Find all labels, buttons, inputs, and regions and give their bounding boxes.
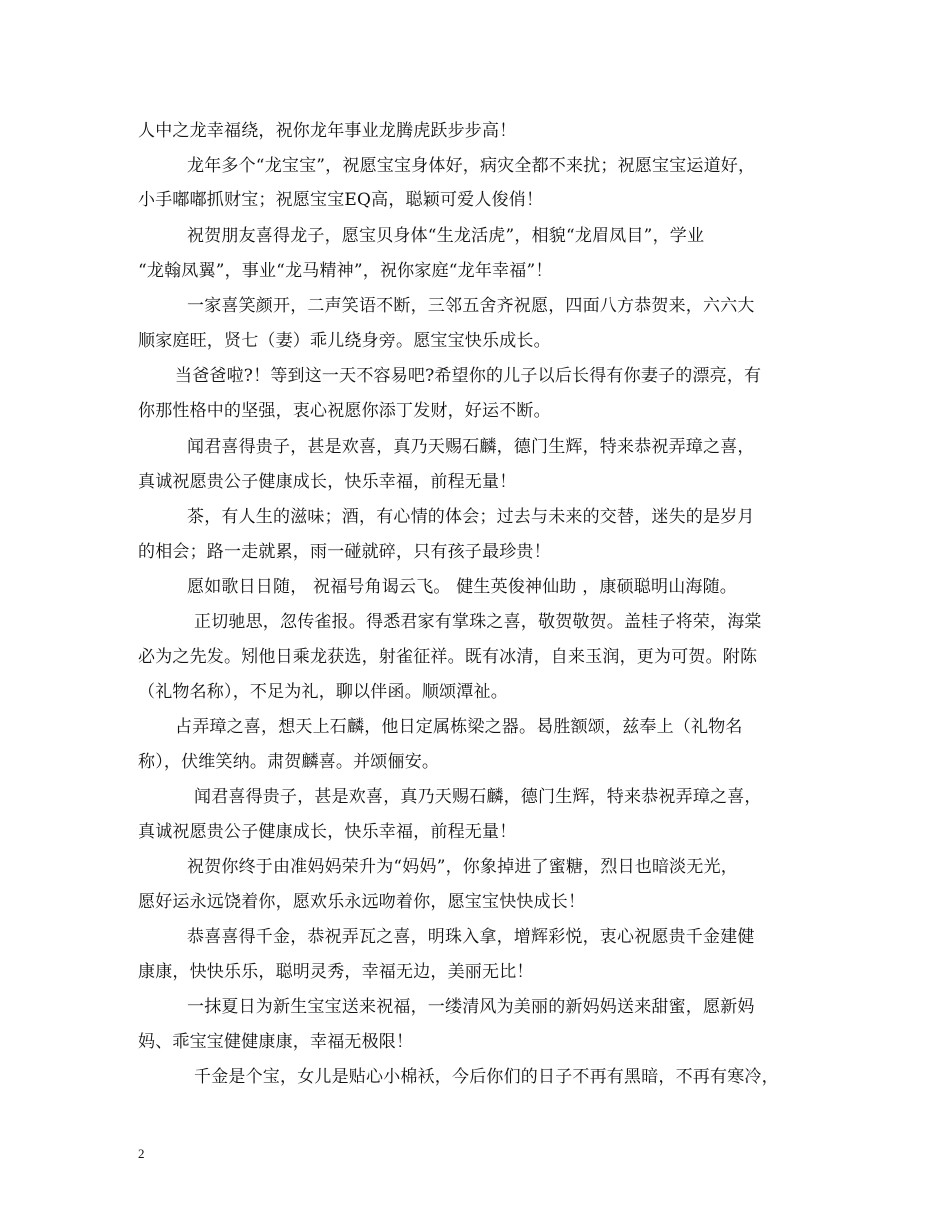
text-line: 龙年多个“龙宝宝”，祝愿宝宝身体好，病灾全都不来扰；祝愿宝宝运道好， xyxy=(187,156,756,176)
text-line: 恭喜喜得千金，恭祝弄瓦之喜，明珠入拿，增辉彩悦，衷心祝愿贵千金建健 xyxy=(187,927,755,947)
text-line: 真诚祝愿贵公子健康成长，快乐幸福，前程无量！ xyxy=(138,822,517,842)
text-line: 一家喜笑颜开，二声笑语不断，三邻五舍齐祝愿，四面八方恭贺来，六六大 xyxy=(187,296,755,316)
text-line: 你那性格中的坚强，衷心祝愿你添丁发财，好运不断。 xyxy=(138,401,551,421)
text-line: 妈、乖宝宝健健康康，幸福无极限！ xyxy=(138,1032,414,1052)
text-line: 闻君喜得贵子，甚是欢喜，真乃天赐石麟，德门生辉，特来恭祝弄璋之喜， xyxy=(187,437,755,457)
text-line: （礼物名称），不足为礼，聊以伴函。顺颂潭祉。 xyxy=(138,682,508,702)
text-line: 茶，有人生的滋味；酒，有心情的体会；过去与未来的交替，迷失的是岁月 xyxy=(187,507,755,527)
text-line: 祝贺你终于由准妈妈荣升为“妈妈”，你象掉进了蜜糖，烈日也暗淡无光， xyxy=(187,857,738,877)
text-line: 千金是个宝，女儿是贴心小棉袄，今后你们的日子不再有黑暗，不再有寒冷， xyxy=(194,1067,779,1087)
text-line: 正切驰思，忽传雀报。得悉君家有掌珠之喜，敬贺敬贺。盖桂子将荣，海棠 xyxy=(194,612,762,632)
text-line: 小手嘟嘟抓财宝；祝愿宝宝EQ高，聪颖可爱人俊俏！ xyxy=(138,190,544,210)
text-line: 顺家庭旺，贤七（妻）乖儿绕身旁。愿宝宝快乐成长。 xyxy=(138,331,551,351)
text-line: 必为之先发。矧他日乘龙获选，射雀征祥。既有冰清，自来玉润，更为可贺。附陈 xyxy=(138,647,758,667)
text-line: 称），伏维笑纳。肃贺麟喜。并颂俪安。 xyxy=(138,752,440,772)
text-line: 康康，快快乐乐，聪明灵秀，幸福无边，美丽无比！ xyxy=(138,962,534,982)
text-line: 当爸爸啦?！等到这一天不容易吧?希望你的儿子以后长得有你妻子的漂亮，有 xyxy=(175,366,762,386)
text-line: “龙翰凤翼”，事业“龙马精神”，祝你家庭“龙年幸福”！ xyxy=(138,261,553,281)
text-line: 闻君喜得贵子，甚是欢喜，真乃天赐石麟，德门生辉，特来恭祝弄璋之喜， xyxy=(194,787,762,807)
text-line: 愿好运永远饶着你，愿欢乐永远吻着你，愿宝宝快快成长！ xyxy=(138,892,586,912)
text-line: 一抹夏日为新生宝宝送来祝福，一缕清风为美丽的新妈妈送来甜蜜，愿新妈 xyxy=(187,997,755,1017)
text-line: 祝贺朋友喜得龙子，愿宝贝身体“生龙活虎”，相貌“龙眉凤目”，学业 xyxy=(187,226,705,246)
text-line: 占弄璋之喜，想天上石麟，他日定属栋梁之器。曷胜额颂，兹奉上（礼物名 xyxy=(175,717,743,737)
page-number: 2 xyxy=(138,1146,145,1161)
text-line: 愿如歌日日随， 祝福号角谒云飞。 健生英俊神仙助 ，康硕聪明山海随。 xyxy=(187,577,738,597)
text-line: 的相会；路一走就累，雨一碰就碎，只有孩子最珍贵！ xyxy=(138,542,551,562)
text-line: 人中之龙幸福绕，祝你龙年事业龙腾虎跃步步高！ xyxy=(138,121,517,141)
text-line: 真诚祝愿贵公子健康成长，快乐幸福，前程无量！ xyxy=(138,472,517,492)
